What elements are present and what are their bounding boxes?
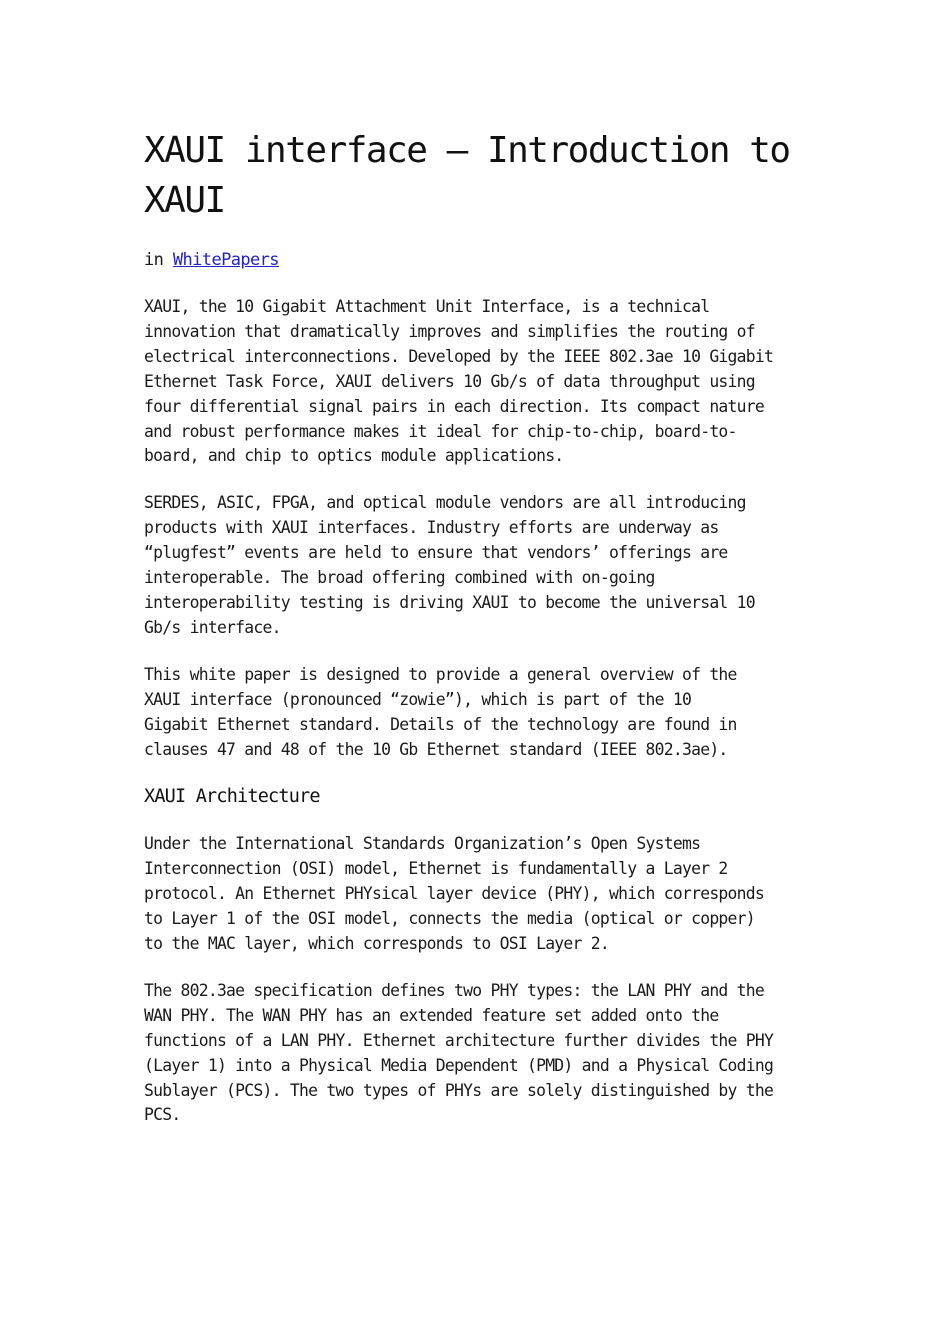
paragraph-intro-2: SERDES, ASIC, FPGA, and optical module vendors are all introducing products with XAUI interfaces. Industry efforts are underway as “plugfest” events are held to ensure that vendors’ offerings are interoperable. The broad offering combined with on-going interoperability testing is driving XAUI to become the universal 10 Gb/s interface. — [144, 493, 755, 637]
paragraph-section-2: The 802.3ae specification defines two PHY types: the LAN PHY and the WAN PHY. The WAN PHY has an extended feature set added onto the functions of a LAN PHY. Ethernet architecture further divides the PHY (Layer 1) into a Physical Media Dependent (PMD) and a Physical Coding Sublayer (PCS). The two types of PHYs are solely distinguished by the PCS. — [144, 980, 774, 1125]
paragraph-intro-3: This white paper is designed to provide a general overview of the XAUI interface (pronounced “zowie”), which is part of the 10 Gigabit Ethernet standard. Details of the technology are found in clauses 47 and 48 of the 10 Gb Ethernet standard (IEEE 802.3ae). — [144, 664, 737, 759]
document-page — [144, 126, 810, 1128]
category-prefix: in — [144, 250, 173, 270]
paragraph-intro-1: XAUI, the 10 Gigabit Attachment Unit Interface, is a technical innovation that dramatically improves and simplifies the routing of electrical interconnections. Developed by the IEEE 802.3ae 10 Gigabit Ethernet Task Force, XAUI delivers 10 Gb/s of data throughput using four differential signal pairs in each direction. Its compact nature and robust performance makes it ideal for chip-to-chip, board-to- board, and chip to optics module applications. — [144, 297, 774, 466]
article-category — [144, 248, 810, 273]
category-link[interactable]: WhitePapers — [172, 250, 279, 270]
article-title: XAUI interface – Introduction to XAUI — [144, 130, 790, 221]
paragraph-section-1: Under the International Standards Organization’s Open Systems Interconnection (OSI) model, Ethernet is fundamentally a Layer 2 protocol. An Ethernet PHYsical layer device (PHY), which corresponds to Layer 1 of the OSI model, connects the media (optical or copper) to the MAC layer, which corresponds to OSI Layer 2. — [144, 834, 765, 954]
section-heading: XAUI Architecture — [144, 786, 320, 808]
